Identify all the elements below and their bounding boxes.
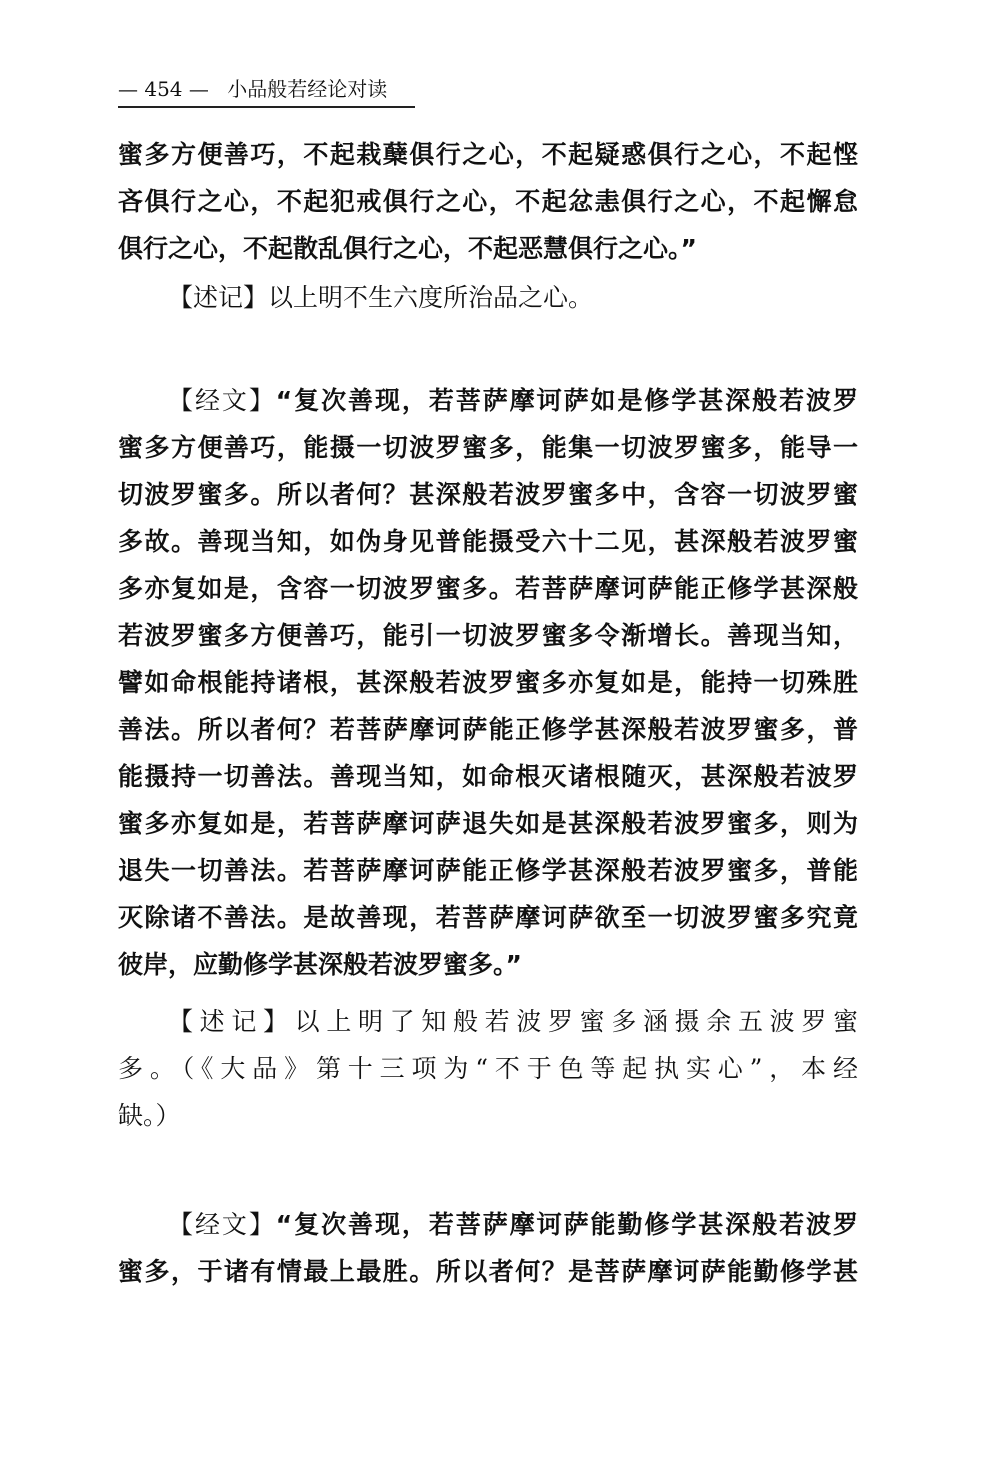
text-line: 蜜多方便善巧，能摄一切波罗蜜多，能集一切波罗蜜多，能导一 (118, 433, 858, 462)
text-line: 多。（《大品》第十三项为“不于色等起执实心”，本经 (118, 1054, 858, 1083)
text-line: 灭除诸不善法。是故善现，若菩萨摩诃萨欲至一切波罗蜜多究竟 (118, 903, 858, 932)
text-line: 缺。） (118, 1101, 181, 1130)
commentary-paragraph (118, 998, 858, 1139)
text-line: 多亦复如是，含容一切波罗蜜多。若菩萨摩诃萨能正修学甚深般 (118, 574, 858, 603)
text-line: 彼岸，应勤修学甚深般若波罗蜜多。” (118, 950, 522, 979)
sutra-paragraph (118, 1201, 858, 1295)
text-line: 退失一切善法。若菩萨摩诃萨能正修学甚深般若波罗蜜多，普能 (118, 856, 858, 885)
line-text: “复次善现，若菩萨摩诃萨如是修学甚深般若波罗 (275, 386, 858, 415)
text-line: 蜜多亦复如是，若菩萨摩诃萨退失如是甚深般若波罗蜜多，则为 (118, 809, 858, 838)
text-line (118, 274, 858, 321)
book-title: 小品般若经论对读 (227, 77, 388, 101)
text-line: 俱行之心，不起散乱俱行之心，不起恶慧俱行之心。” (118, 234, 697, 263)
running-header (118, 72, 415, 108)
sutra-paragraph (118, 377, 858, 988)
text-line: 蜜多，于诸有情最上最胜。所以者何？是菩萨摩诃萨能勤修学甚 (118, 1257, 858, 1286)
line-text: 以上明了知般若波罗蜜多涵摄余五波罗蜜 (294, 1007, 858, 1036)
text-line (118, 1201, 858, 1248)
text-line (118, 377, 858, 424)
text-line: 蜜多方便善巧，不起栽蘖俱行之心，不起疑惑俱行之心，不起悭 (118, 140, 858, 169)
text-line: 吝俱行之心，不起犯戒俱行之心，不起忿恚俱行之心，不起懈怠 (118, 187, 858, 216)
commentary-label: 【述记】 (168, 283, 269, 312)
page-number: — 454 — (118, 77, 209, 101)
commentary-paragraph (118, 274, 858, 321)
commentary-label: 【述记】 (168, 1007, 295, 1036)
text-line (118, 998, 858, 1045)
sutra-paragraph-continued (118, 131, 858, 272)
text-line: 若波罗蜜多方便善巧，能引一切波罗蜜多令渐增长。善现当知， (118, 621, 858, 650)
sutra-label: 【经文】 (168, 386, 276, 415)
line-text: 以上明不生六度所治品之心。 (268, 283, 594, 312)
text-line: 譬如命根能持诸根，甚深般若波罗蜜多亦复如是，能持一切殊胜 (118, 668, 858, 697)
sutra-label: 【经文】 (168, 1210, 276, 1239)
text-line: 切波罗蜜多。所以者何？甚深般若波罗蜜多中，含容一切波罗蜜 (118, 480, 858, 509)
text-line: 能摄持一切善法。善现当知，如命根灭诸根随灭，甚深般若波罗 (118, 762, 858, 791)
line-text: “复次善现，若菩萨摩诃萨能勤修学甚深般若波罗 (275, 1210, 858, 1239)
text-line: 善法。所以者何？若菩萨摩诃萨能正修学甚深般若波罗蜜多，普 (118, 715, 858, 744)
text-line: 多故。善现当知，如伪身见普能摄受六十二见，甚深般若波罗蜜 (118, 527, 858, 556)
